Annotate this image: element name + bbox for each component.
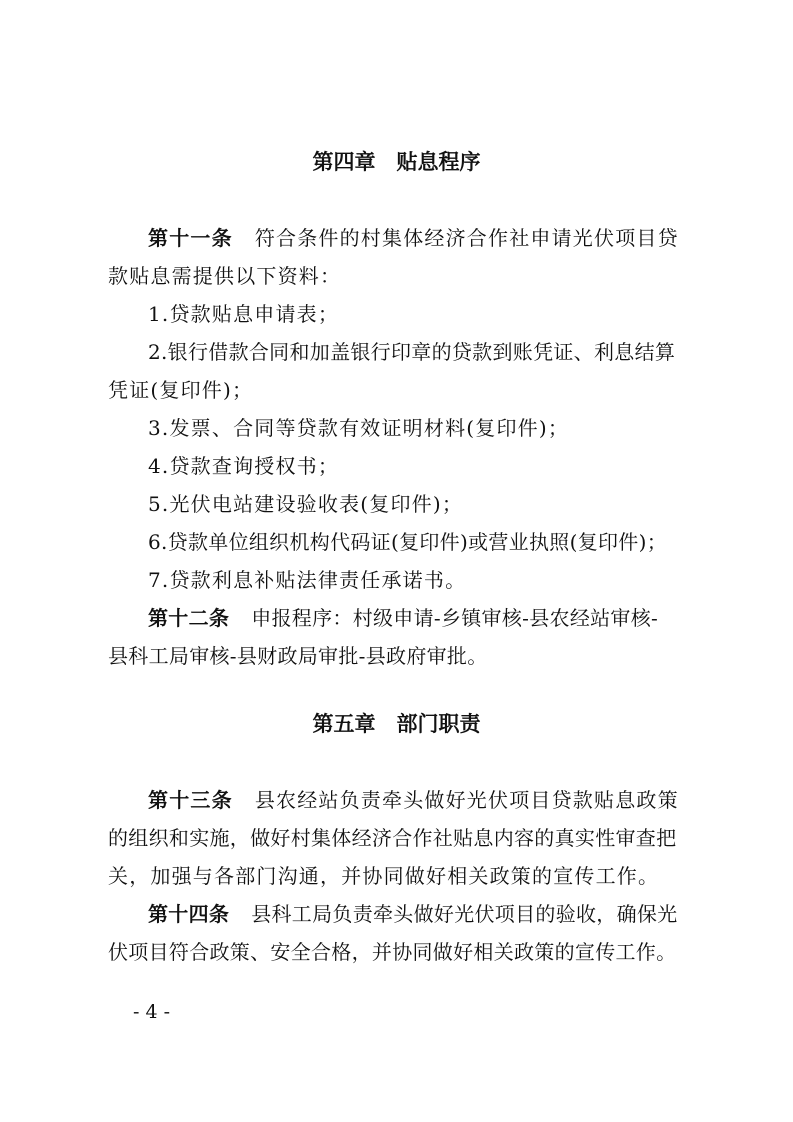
article-11-line-1 <box>148 222 738 251</box>
article-12-line-1 <box>148 602 738 631</box>
chapter-5-heading: 第五章 部门职责 <box>312 712 481 736</box>
article-12-text-1: 申报程序：村级申请-乡镇审核-县农经站审核- <box>251 606 659 630</box>
article-12-line-2: 县科工局审核-县财政局审批-县政府审批。 <box>108 644 488 668</box>
article-11-line-2: 款贴息需提供以下资料： <box>108 264 342 288</box>
article-11-item-5: 5.光伏电站建设验收表(复印件)； <box>148 492 464 516</box>
article-13-text-1: 县农经站负责牵头做好光伏项目贷款贴息政策 <box>254 788 679 812</box>
article-14-text-1: 县科工局负责牵头做好光伏项目的验收，确保光 <box>251 902 678 926</box>
article-14-label: 第十四条 <box>148 902 230 926</box>
article-11-item-7: 7.贷款利息补贴法律责任承诺书。 <box>148 568 467 592</box>
article-11-item-2-cont: 凭证(复印件)； <box>108 378 254 402</box>
chapter-4-heading: 第四章 贴息程序 <box>312 150 481 174</box>
article-14-line-2: 伏项目符合政策、安全合格，并协同做好相关政策的宣传工作。 <box>108 940 677 964</box>
article-11-item-3: 3.发票、合同等贷款有效证明材料(复印件)； <box>148 416 570 440</box>
article-14-line-1 <box>148 898 738 927</box>
article-11-text-1: 符合条件的村集体经济合作社申请光伏项目贷 <box>254 226 679 250</box>
article-13-line-2: 的组织和实施，做好村集体经济合作社贴息内容的真实性审查把 <box>108 826 677 850</box>
article-11-item-2: 2.银行借款合同和加盖银行印章的贷款到账凭证、利息结算 <box>148 340 676 364</box>
article-11-label: 第十一条 <box>148 226 233 250</box>
page-number: - 4 - <box>133 1001 171 1023</box>
article-11-item-4: 4.贷款查询授权书； <box>148 454 340 478</box>
article-13-line-3: 关，加强与各部门沟通，并协同做好相关政策的宣传工作。 <box>108 864 660 888</box>
article-12-label: 第十二条 <box>148 606 230 630</box>
article-13-line-1 <box>148 784 738 813</box>
article-11-item-6: 6.贷款单位组织机构代码证(复印件)或营业执照(复印件)； <box>148 530 667 554</box>
article-11-item-1: 1.贷款贴息申请表； <box>148 302 340 326</box>
article-13-label: 第十三条 <box>148 788 233 812</box>
